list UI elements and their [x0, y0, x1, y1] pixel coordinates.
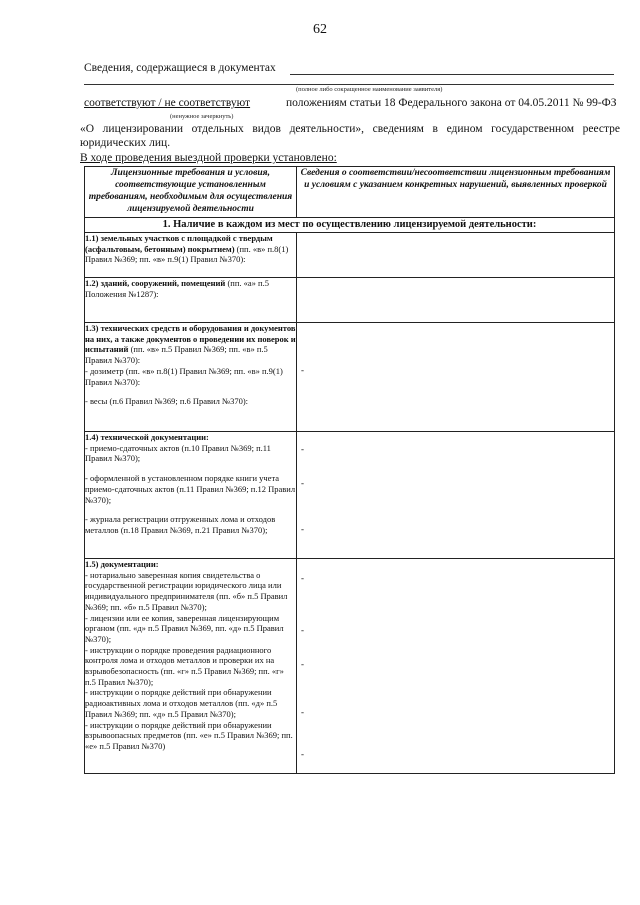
row-1-1	[85, 233, 297, 278]
intro-label: Сведения, содержащиеся в документах	[84, 62, 276, 74]
section-title: 1. Наличие в каждом из мест по осуществлению лицензируемой деятельности:	[85, 218, 615, 233]
row-1-4-book: - оформленной в установленном порядке книги учета приемо-сдаточных актов (п.11 Правил №369; п.12 Правил №370);	[85, 473, 296, 505]
applicant-name-line-2	[84, 84, 614, 85]
requirements-table	[84, 166, 615, 774]
row-1-5-value[interactable]	[297, 559, 615, 774]
dash-mark: -	[301, 625, 304, 635]
check-line: В ходе проведения выездной проверки установлено:	[80, 152, 337, 164]
table-row	[85, 323, 615, 432]
row-1-5-license: - лицензии или ее копия, заверенная лицензирующим органом (пп. «д» п.5 Правил №369, пп. «д» п.5 Правил №370);	[85, 612, 284, 644]
row-1-3	[85, 323, 297, 432]
row-1-4-value[interactable]	[297, 432, 615, 559]
header-requirements: Лицензионные требования и условия, соответствующие установленным требованиям, необходимым для осуществления лицензируемой деятельности	[85, 167, 297, 218]
row-1-3-scales: - весы (п.6 Правил №369; п.6 Правил №370):	[85, 396, 249, 407]
dash-mark: -	[301, 444, 304, 454]
row-1-2-value[interactable]	[297, 278, 615, 323]
row-1-1-ref: (пп. «в» п.8(1) Правил №369; пп. «в» п.9(1) Правил №370):	[85, 243, 289, 265]
row-1-2	[85, 278, 297, 323]
applicant-name-note: (полное либо сокращенное наименование заявителя)	[296, 86, 443, 93]
header-compliance: Сведения о соответствии/несоответствии лицензионным требованиям и условиям с указанием конкретных нарушений, выявленных проверкой	[297, 167, 615, 218]
row-1-5-certificate: - нотариально заверенная копия свидетельства о государственной регистрации юридического лица или индивидуального предпринимателя (пп. «б» п.5 Правил №369; пп. «б» п.5 Правил №370);	[85, 569, 288, 612]
row-1-2-title: 1.2) зданий, сооружений, помещений	[85, 278, 226, 288]
row-1-5-radioactive-instructions: - инструкции о порядке действий при обнаружении радиоактивных лома и отходов металлов (пп. «д» п.5 Правил №369; пп. «д» п.5 Правил №370);	[85, 687, 278, 719]
table-row	[85, 559, 615, 774]
row-1-1-value[interactable]	[297, 233, 615, 278]
intro-paragraph: «О лицензировании отдельных видов деятельности», сведениям в едином государственном реестре юридических лиц.	[80, 123, 620, 149]
table-row	[85, 278, 615, 323]
law-reference: положениям статьи 18 Федерального закона от 04.05.2011 № 99-ФЗ	[286, 97, 617, 109]
row-1-4-journal: - журнала регистрации отгруженных лома и отходов металлов (п.18 Правил №369, п.21 Правил №370);	[85, 514, 276, 535]
dash-mark: -	[301, 749, 304, 759]
row-1-2-ref: (пп. «а» п.5 Положения №1287):	[85, 278, 269, 299]
table-row	[85, 432, 615, 559]
row-1-3-value[interactable]	[297, 323, 615, 432]
row-1-4	[85, 432, 297, 559]
row-1-4-acts: - приемо-сдаточных актов (п.10 Правил №369; п.11 Правил №370);	[85, 442, 271, 464]
page-number: 62	[313, 22, 327, 37]
row-1-5-radiation-instructions: - инструкции о порядке проведения радиационного контроля лома и отходов металлов и проверки их на взрывобезопасность (пп. «г» п.5 Правил №369; пп. «г» п.5 Правил №370);	[85, 644, 284, 687]
conformity-choice: соответствуют / не соответствуют	[84, 97, 251, 109]
row-1-3-ref: (пп. «в» п.5 Правил №369; пп. «в» п.5 Правил №370):	[85, 344, 268, 366]
dash-mark: -	[301, 707, 304, 717]
dash-mark: -	[301, 478, 304, 488]
applicant-name-line	[290, 74, 614, 75]
dash-mark: -	[301, 573, 304, 583]
row-1-3-dosimeter: - дозиметр (пп. «в» п.8(1) Правил №369; пп. «в» п.9(1) Правил №370):	[85, 365, 283, 387]
row-1-4-title: 1.4) технической документации:	[85, 432, 209, 442]
section-row	[85, 218, 615, 233]
row-1-5	[85, 559, 297, 774]
dash-mark: -	[301, 524, 304, 534]
table-header-row	[85, 167, 615, 218]
row-1-3-title: 1.3) технических средств и оборудования и документов на них, а также документов о проведении их поверок и испытаний	[85, 323, 296, 355]
table-row	[85, 233, 615, 278]
row-1-5-explosive-instructions: - инструкции о порядке действий при обнаружении взрывоопасных предметов (пп. «е» п.5 Правил №369; пп. «е» п.5 Правил №370)	[85, 719, 293, 751]
row-1-5-title: 1.5) документации:	[85, 559, 159, 569]
dash-mark: -	[301, 659, 304, 669]
strike-note: (ненужное зачеркнуть)	[170, 113, 234, 120]
row-1-1-title: 1.1) земельных участков с площадкой с твердым (асфальтовым, бетонным) покрытием)	[85, 233, 273, 254]
dash-mark: -	[301, 365, 304, 375]
